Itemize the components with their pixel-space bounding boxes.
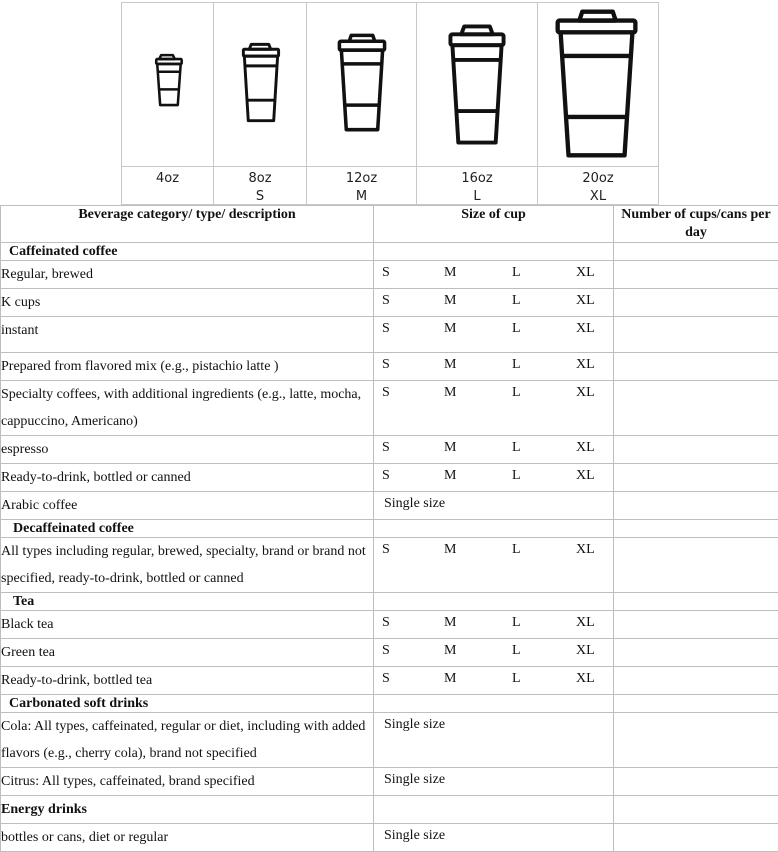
size-options[interactable]: S M L XL <box>374 353 614 381</box>
cups-per-day-cell[interactable] <box>614 639 778 667</box>
row-label: Green tea <box>1 639 374 667</box>
cups-per-day-cell[interactable] <box>614 381 778 436</box>
cups-per-day-cell[interactable] <box>614 611 778 639</box>
size-options[interactable]: Single size <box>374 713 614 768</box>
cup-20oz-icon <box>538 3 658 166</box>
cup-8oz-icon <box>214 3 306 166</box>
size-options[interactable]: S M L XL <box>374 667 614 695</box>
table-row <box>1 353 778 381</box>
table-row <box>1 317 778 353</box>
table-row <box>1 768 778 796</box>
beverage-intake-table <box>0 205 778 852</box>
size-options[interactable]: S M L XL <box>374 538 614 593</box>
row-label: Ready-to-drink, bottled or canned <box>1 464 374 492</box>
table-row <box>1 261 778 289</box>
cups-per-day-cell[interactable] <box>614 261 778 289</box>
row-label: K cups <box>1 289 374 317</box>
row-label: Ready-to-drink, bottled tea <box>1 667 374 695</box>
section-row <box>1 520 778 538</box>
header-size: Size of cup <box>374 206 614 243</box>
cups-per-day-cell[interactable] <box>614 317 778 353</box>
table-row <box>1 289 778 317</box>
cup-size-panel <box>121 2 659 205</box>
cup-4oz-icon <box>122 3 213 166</box>
cups-per-day-cell[interactable] <box>614 768 778 796</box>
row-label: Arabic coffee <box>1 492 374 520</box>
section-title: Caffeinated coffee <box>1 243 374 261</box>
cup-cell-4oz: 4oz <box>121 2 214 205</box>
table-header-row <box>1 206 778 243</box>
cups-per-day-cell[interactable] <box>614 492 778 520</box>
size-options[interactable]: S M L XL <box>374 436 614 464</box>
table-row <box>1 639 778 667</box>
cup-12oz-icon <box>307 3 416 166</box>
row-label: Prepared from flavored mix (e.g., pistachio latte ) <box>1 353 374 381</box>
row-label: instant <box>1 317 374 353</box>
header-category: Beverage category/ type/ description <box>1 206 374 243</box>
section-row <box>1 796 778 824</box>
row-label: Specialty coffees, with additional ingredients (e.g., latte, mocha, cappuccino, Americano) <box>1 381 374 436</box>
section-title: Decaffeinated coffee <box>1 520 374 538</box>
cup-cell-20oz: 20oz XL <box>537 2 659 205</box>
row-label: bottles or cans, diet or regular <box>1 824 374 852</box>
section-row <box>1 593 778 611</box>
size-options[interactable]: S M L XL <box>374 261 614 289</box>
row-label: Black tea <box>1 611 374 639</box>
section-row <box>1 243 778 261</box>
cups-per-day-cell[interactable] <box>614 538 778 593</box>
section-row <box>1 695 778 713</box>
header-count: Number of cups/cans per day <box>614 206 778 243</box>
cups-per-day-cell[interactable] <box>614 464 778 492</box>
size-options[interactable]: S M L XL <box>374 639 614 667</box>
cups-per-day-cell[interactable] <box>614 289 778 317</box>
table-row <box>1 667 778 695</box>
row-label: espresso <box>1 436 374 464</box>
section-title: Carbonated soft drinks <box>1 695 374 713</box>
section-title: Tea <box>1 593 374 611</box>
table-row <box>1 492 778 520</box>
size-options[interactable]: S M L XL <box>374 464 614 492</box>
size-options[interactable]: Single size <box>374 824 614 852</box>
row-label: Regular, brewed <box>1 261 374 289</box>
size-options[interactable]: Single size <box>374 768 614 796</box>
cup-16oz-icon <box>417 3 537 166</box>
cups-per-day-cell[interactable] <box>614 436 778 464</box>
cup-cell-8oz: 8oz S <box>213 2 307 205</box>
size-options[interactable]: Single size <box>374 492 614 520</box>
table-row <box>1 464 778 492</box>
size-options[interactable]: S M L XL <box>374 289 614 317</box>
table-row <box>1 436 778 464</box>
cups-per-day-cell[interactable] <box>614 353 778 381</box>
table-row <box>1 611 778 639</box>
cups-per-day-cell[interactable] <box>614 824 778 852</box>
cups-per-day-cell[interactable] <box>614 713 778 768</box>
row-label: All types including regular, brewed, specialty, brand or brand not specified, ready-to-drink, bottled or canned <box>1 538 374 593</box>
cups-per-day-cell[interactable] <box>614 667 778 695</box>
table-row <box>1 713 778 768</box>
cup-cell-12oz: 12oz M <box>306 2 417 205</box>
size-options[interactable]: S M L XL <box>374 317 614 353</box>
table-row <box>1 381 778 436</box>
table-row <box>1 824 778 852</box>
section-title: Energy drinks <box>1 796 374 824</box>
row-label: Cola: All types, caffeinated, regular or diet, including with added flavors (e.g., cherry cola), brand not specified <box>1 713 374 768</box>
row-label: Citrus: All types, caffeinated, brand specified <box>1 768 374 796</box>
size-options[interactable]: S M L XL <box>374 611 614 639</box>
cup-cell-16oz: 16oz L <box>416 2 538 205</box>
size-options[interactable]: S M L XL <box>374 381 614 436</box>
table-row <box>1 538 778 593</box>
